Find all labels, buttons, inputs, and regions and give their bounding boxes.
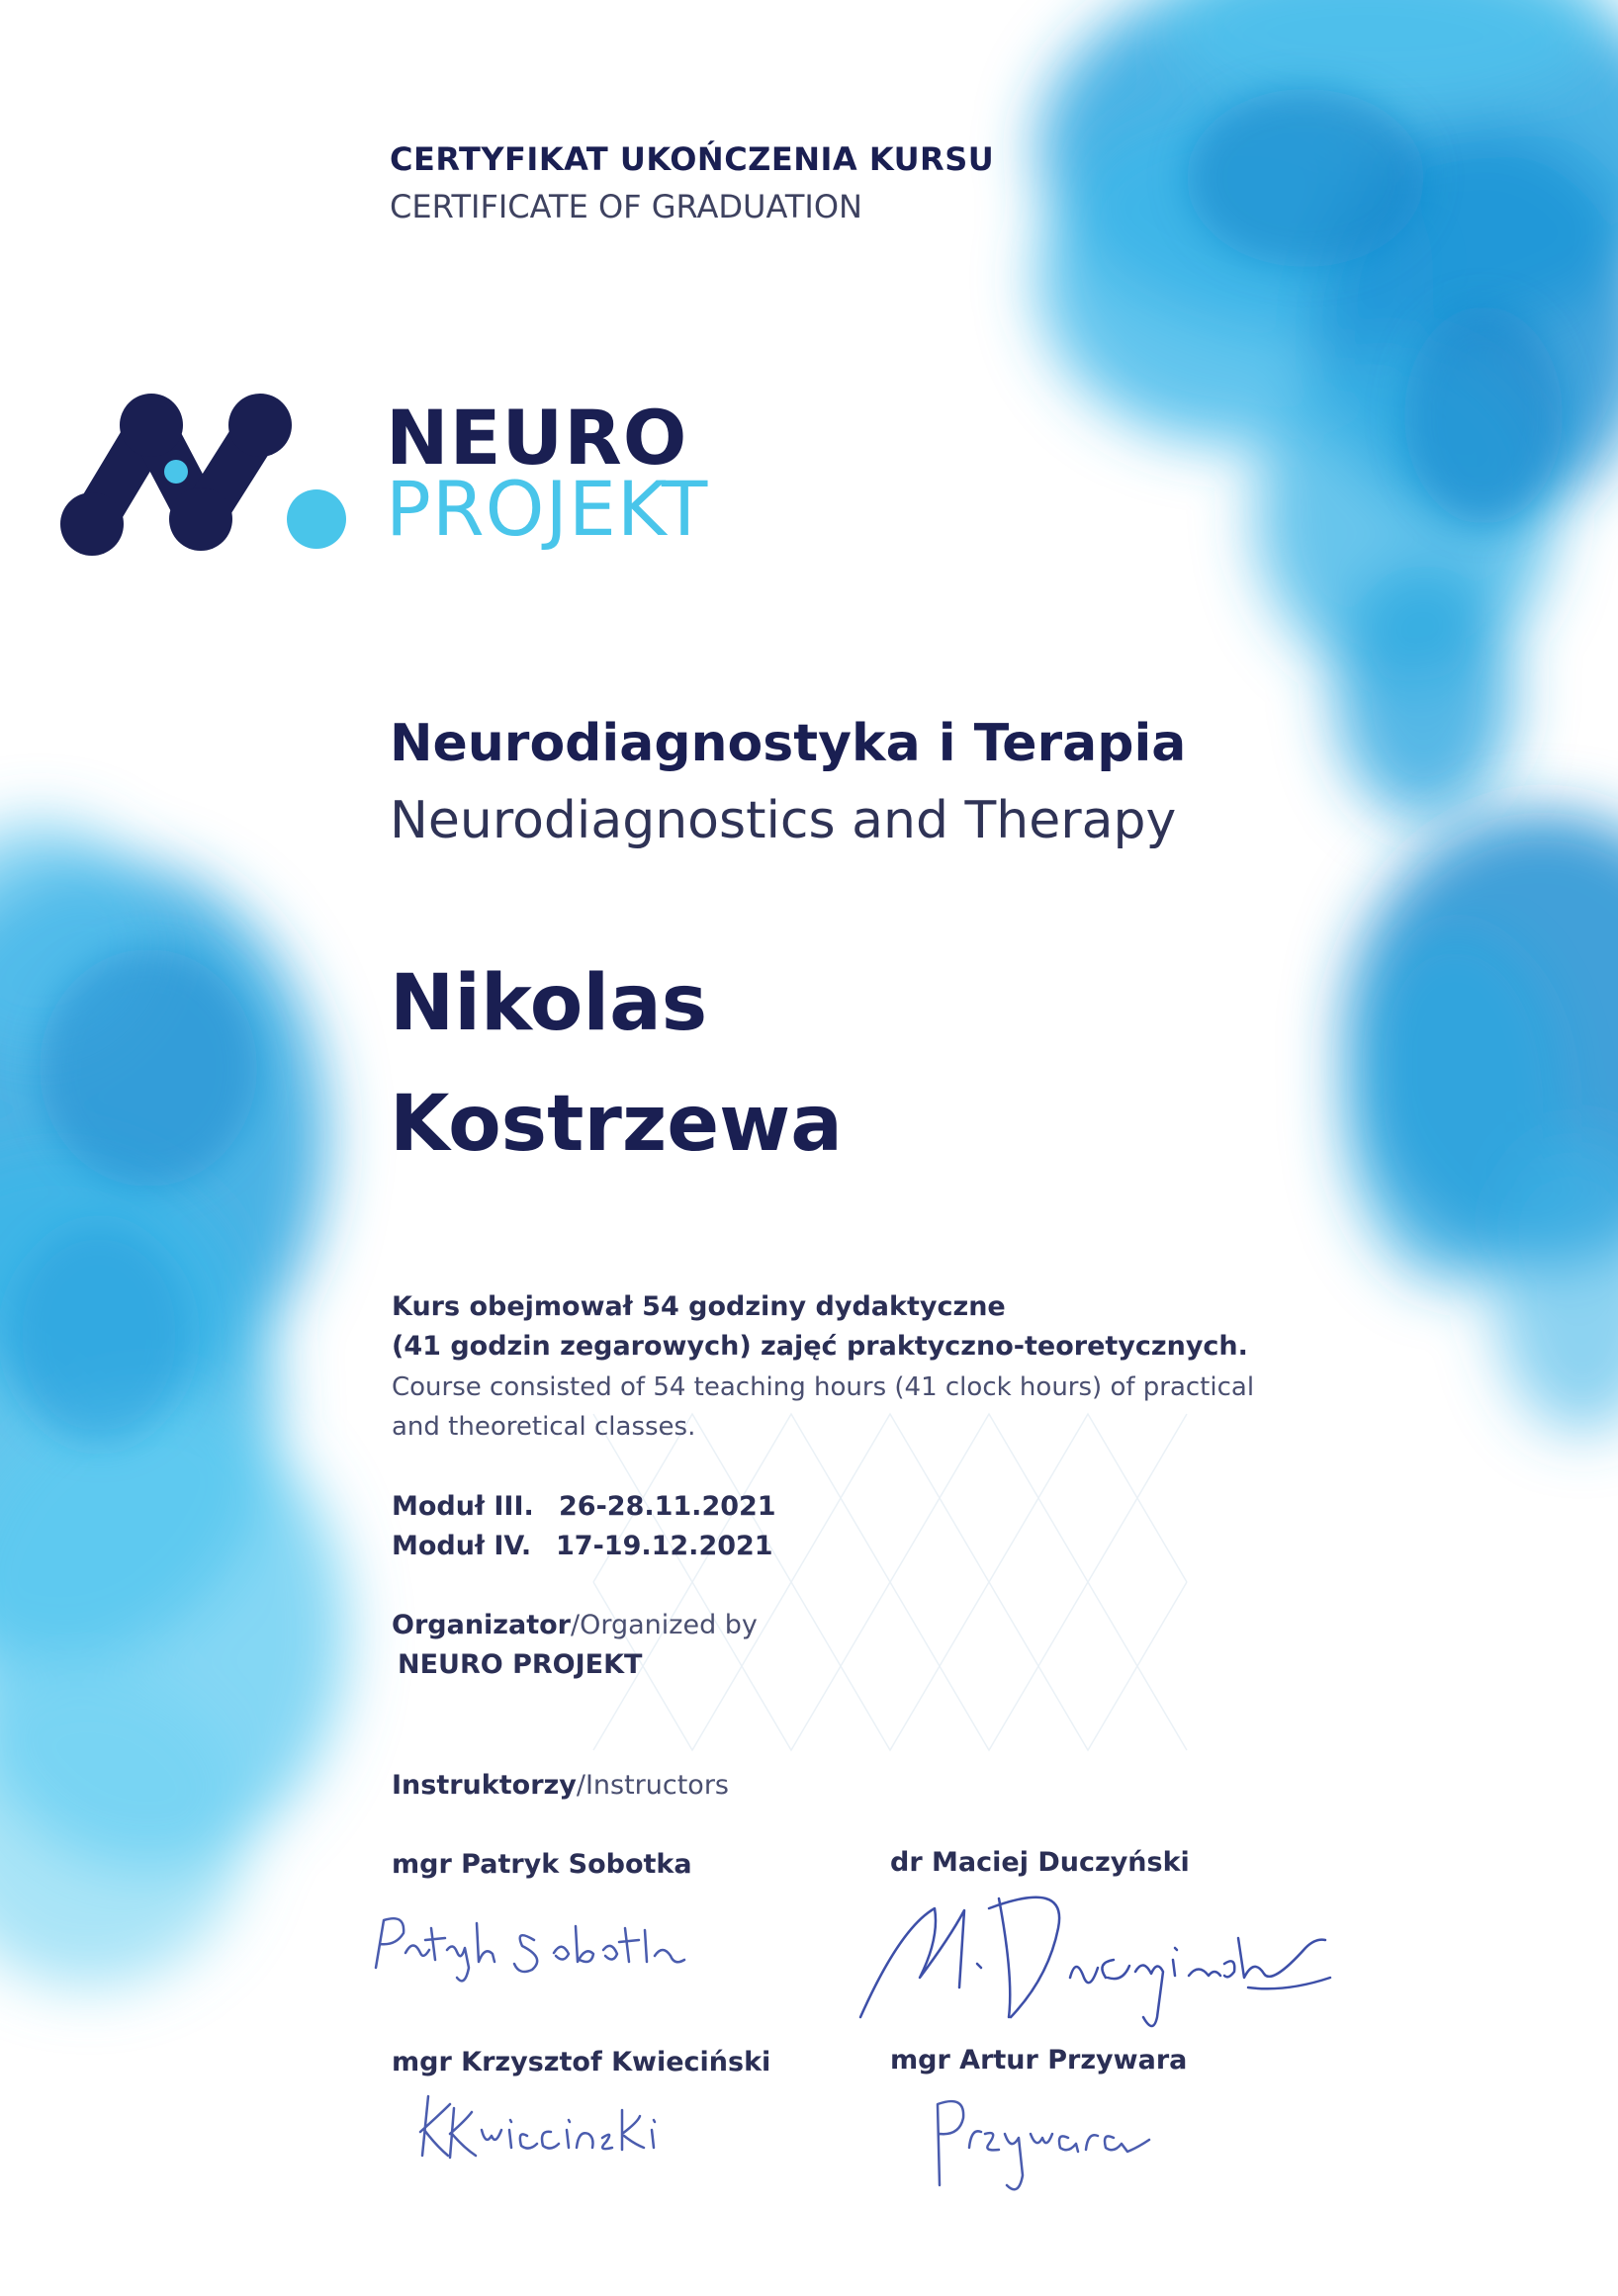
description-en-line-2: and theoretical classes. [392, 1412, 696, 1442]
instructors-label-en: Instructors [584, 1770, 729, 1801]
signature-patryk-sobotka [366, 1899, 692, 2007]
module-dates: 17-19.12.2021 [556, 1531, 773, 1561]
module-dates: 26-28.11.2021 [559, 1491, 776, 1522]
module-label: Moduł IV. [392, 1531, 532, 1561]
instructor-name: dr Maciej Duczyński [890, 1847, 1190, 1878]
description-pl-line-1: Kurs obejmował 54 godziny dydaktyczne [392, 1291, 1006, 1322]
organizer-name: NEURO PROJEKT [398, 1649, 643, 1680]
module-label: Moduł III. [392, 1491, 534, 1522]
brand-name-neuro: NEURO [386, 394, 688, 482]
brand-name-projekt: PROJEKT [386, 465, 709, 553]
organizer-label-en: Organized by [580, 1610, 758, 1640]
neuro-projekt-logo-icon [57, 381, 359, 559]
signature-krzysztof-kwiecinski [410, 2086, 697, 2175]
instructors-label-separator: / [576, 1770, 585, 1801]
instructor-name: mgr Artur Przywara [890, 2045, 1188, 2075]
organizer-label [392, 1610, 758, 1640]
recipient-first-name: Nikolas [390, 959, 708, 1048]
instructors-label [392, 1770, 729, 1801]
signature-maciej-duczynski [841, 1869, 1335, 2047]
instructor-name: mgr Krzysztof Kwieciński [392, 2047, 771, 2077]
course-title-pl: Neurodiagnostyka i Terapia [390, 714, 1187, 773]
splash-right-middle [1345, 811, 1618, 1434]
signature-artur-przywara [920, 2086, 1167, 2205]
course-title-en: Neurodiagnostics and Therapy [390, 791, 1177, 850]
certificate-title-pl: CERTYFIKAT UKOŃCZENIA KURSU [390, 140, 995, 178]
organizer-label-pl: Organizator [392, 1610, 571, 1640]
instructor-name: mgr Patryk Sobotka [392, 1849, 692, 1880]
recipient-last-name: Kostrzewa [390, 1080, 843, 1169]
certificate-title-en: CERTIFICATE OF GRADUATION [390, 188, 862, 225]
organizer-label-separator: / [571, 1610, 581, 1640]
faint-lattice [593, 1414, 1187, 1750]
description-pl-line-2: (41 godzin zegarowych) zajęć praktyczno-teoretycznych. [392, 1331, 1248, 1362]
description-en-line-1: Course consisted of 54 teaching hours (41 clock hours) of practical [392, 1372, 1255, 1402]
instructors-label-pl: Instruktorzy [392, 1770, 577, 1801]
